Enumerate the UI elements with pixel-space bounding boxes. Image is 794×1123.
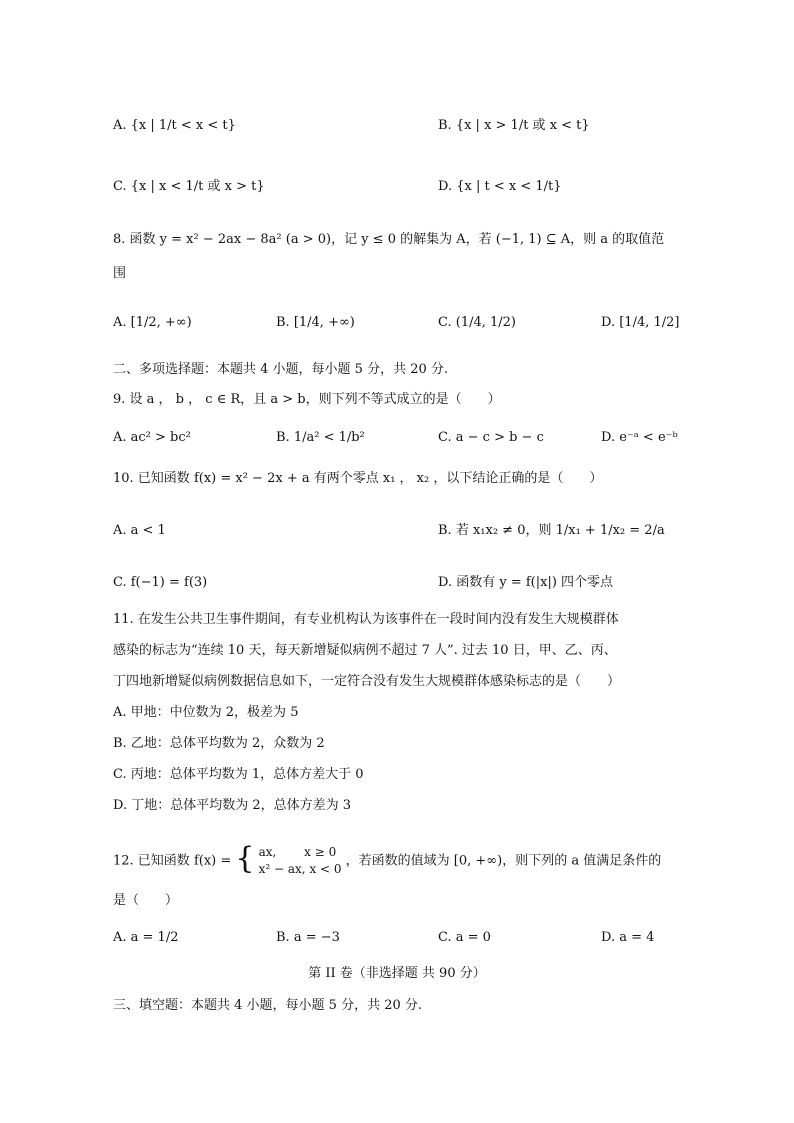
q7-option-a: A. {x | 1/t < x < t} [113,118,236,133]
q10-option-d: D. 函数有 y = f(|x|) 四个零点 [438,575,614,590]
q12-piece-2: x² − ax, x < 0 [258,862,342,876]
q12-option-c: C. a = 0 [438,930,491,945]
q8-option-a: A. [1/2, +∞) [113,315,192,330]
q12-option-a: A. a = 1/2 [113,930,179,945]
q11-stem-line1: 11. 在发生公共卫生事件期间，有专业机构认为该事件在一段时间内没有发生大规模群体 [113,612,619,627]
q10-option-b: B. 若 x₁x₂ ≠ 0，则 1/x₁ + 1/x₂ = 2/a [438,523,665,538]
q9-option-b: B. 1/a² < 1/b² [276,430,365,445]
q9-option-c: C. a − c > b − c [438,430,544,445]
q7-option-d: D. {x | t < x < 1/t} [438,179,562,194]
q10-option-c: C. f(−1) = f(3) [113,575,208,590]
q7-option-c: C. {x | x < 1/t 或 x > t} [113,179,265,194]
q12-stem-suffix: ，若函数的值域为 [0, +∞)，则下列的 a 值满足条件的 [345,853,662,869]
q11-stem-line2: 感染的标志为“连续 10 天，每天新增疑似病例不超过 7 人”. 过去 10 日，甲、乙、丙、 [113,643,617,658]
part-2-title: 第 II 卷（非选择题 共 90 分） [308,966,486,981]
q11-option-c: C. 丙地：总体平均数为 1，总体方差大于 0 [113,767,364,782]
q9-stem: 9. 设 a ， b ， c ∈ R，且 a > b，则下列不等式成立的是（ ） [113,392,501,407]
q8-option-d: D. [1/4, 1/2] [601,315,680,330]
q11-option-b: B. 乙地：总体平均数为 2，众数为 2 [113,736,325,751]
q11-stem-line3: 丁四地新增疑似病例数据信息如下，一定符合没有发生大规模群体感染标志的是（ ） [113,674,621,689]
q8-option-b: B. [1/4, +∞) [276,315,355,330]
section-2-heading: 二、多项选择题：本题共 4 小题，每小题 5 分，共 20 分. [113,362,449,377]
q7-option-b: B. {x | x > 1/t 或 x < t} [438,118,590,133]
q12-option-b: B. a = −3 [276,930,340,945]
q11-option-a: A. 甲地：中位数为 2，极差为 5 [113,705,299,720]
section-3-heading: 三、填空题：本题共 4 小题，每小题 5 分，共 20 分. [113,998,423,1013]
q12-stem-prefix: 12. 已知函数 f(x) = [113,853,236,869]
q12-stem-line2: 是（ ） [113,893,179,908]
q8-stem-line1: 8. 函数 y = x² − 2ax − 8a² (a > 0)，记 y ≤ 0 的解集为 A，若 (−1, 1) ⊆ A，则 a 的取值范 [113,232,665,247]
q12-piecewise [259,844,342,878]
q12-piecewise-brace: { [235,841,255,876]
q10-stem: 10. 已知函数 f(x) = x² − 2x + a 有两个零点 x₁ ， x₂ ，以下结论正确的是（ ） [113,471,603,486]
q12-stem-line1 [113,841,662,878]
q8-option-c: C. (1/4, 1/2) [438,315,516,330]
q10-option-a: A. a < 1 [113,523,166,538]
q9-option-d: D. e⁻ᵃ < e⁻ᵇ [601,430,678,445]
q12-piece-1: ax, x ≥ 0 [258,845,337,859]
q12-option-d: D. a = 4 [601,930,655,945]
q8-stem-line2: 围 [113,266,127,281]
q11-option-d: D. 丁地：总体平均数为 2，总体方差为 3 [113,798,352,813]
q9-option-a: A. ac² > bc² [113,430,191,445]
